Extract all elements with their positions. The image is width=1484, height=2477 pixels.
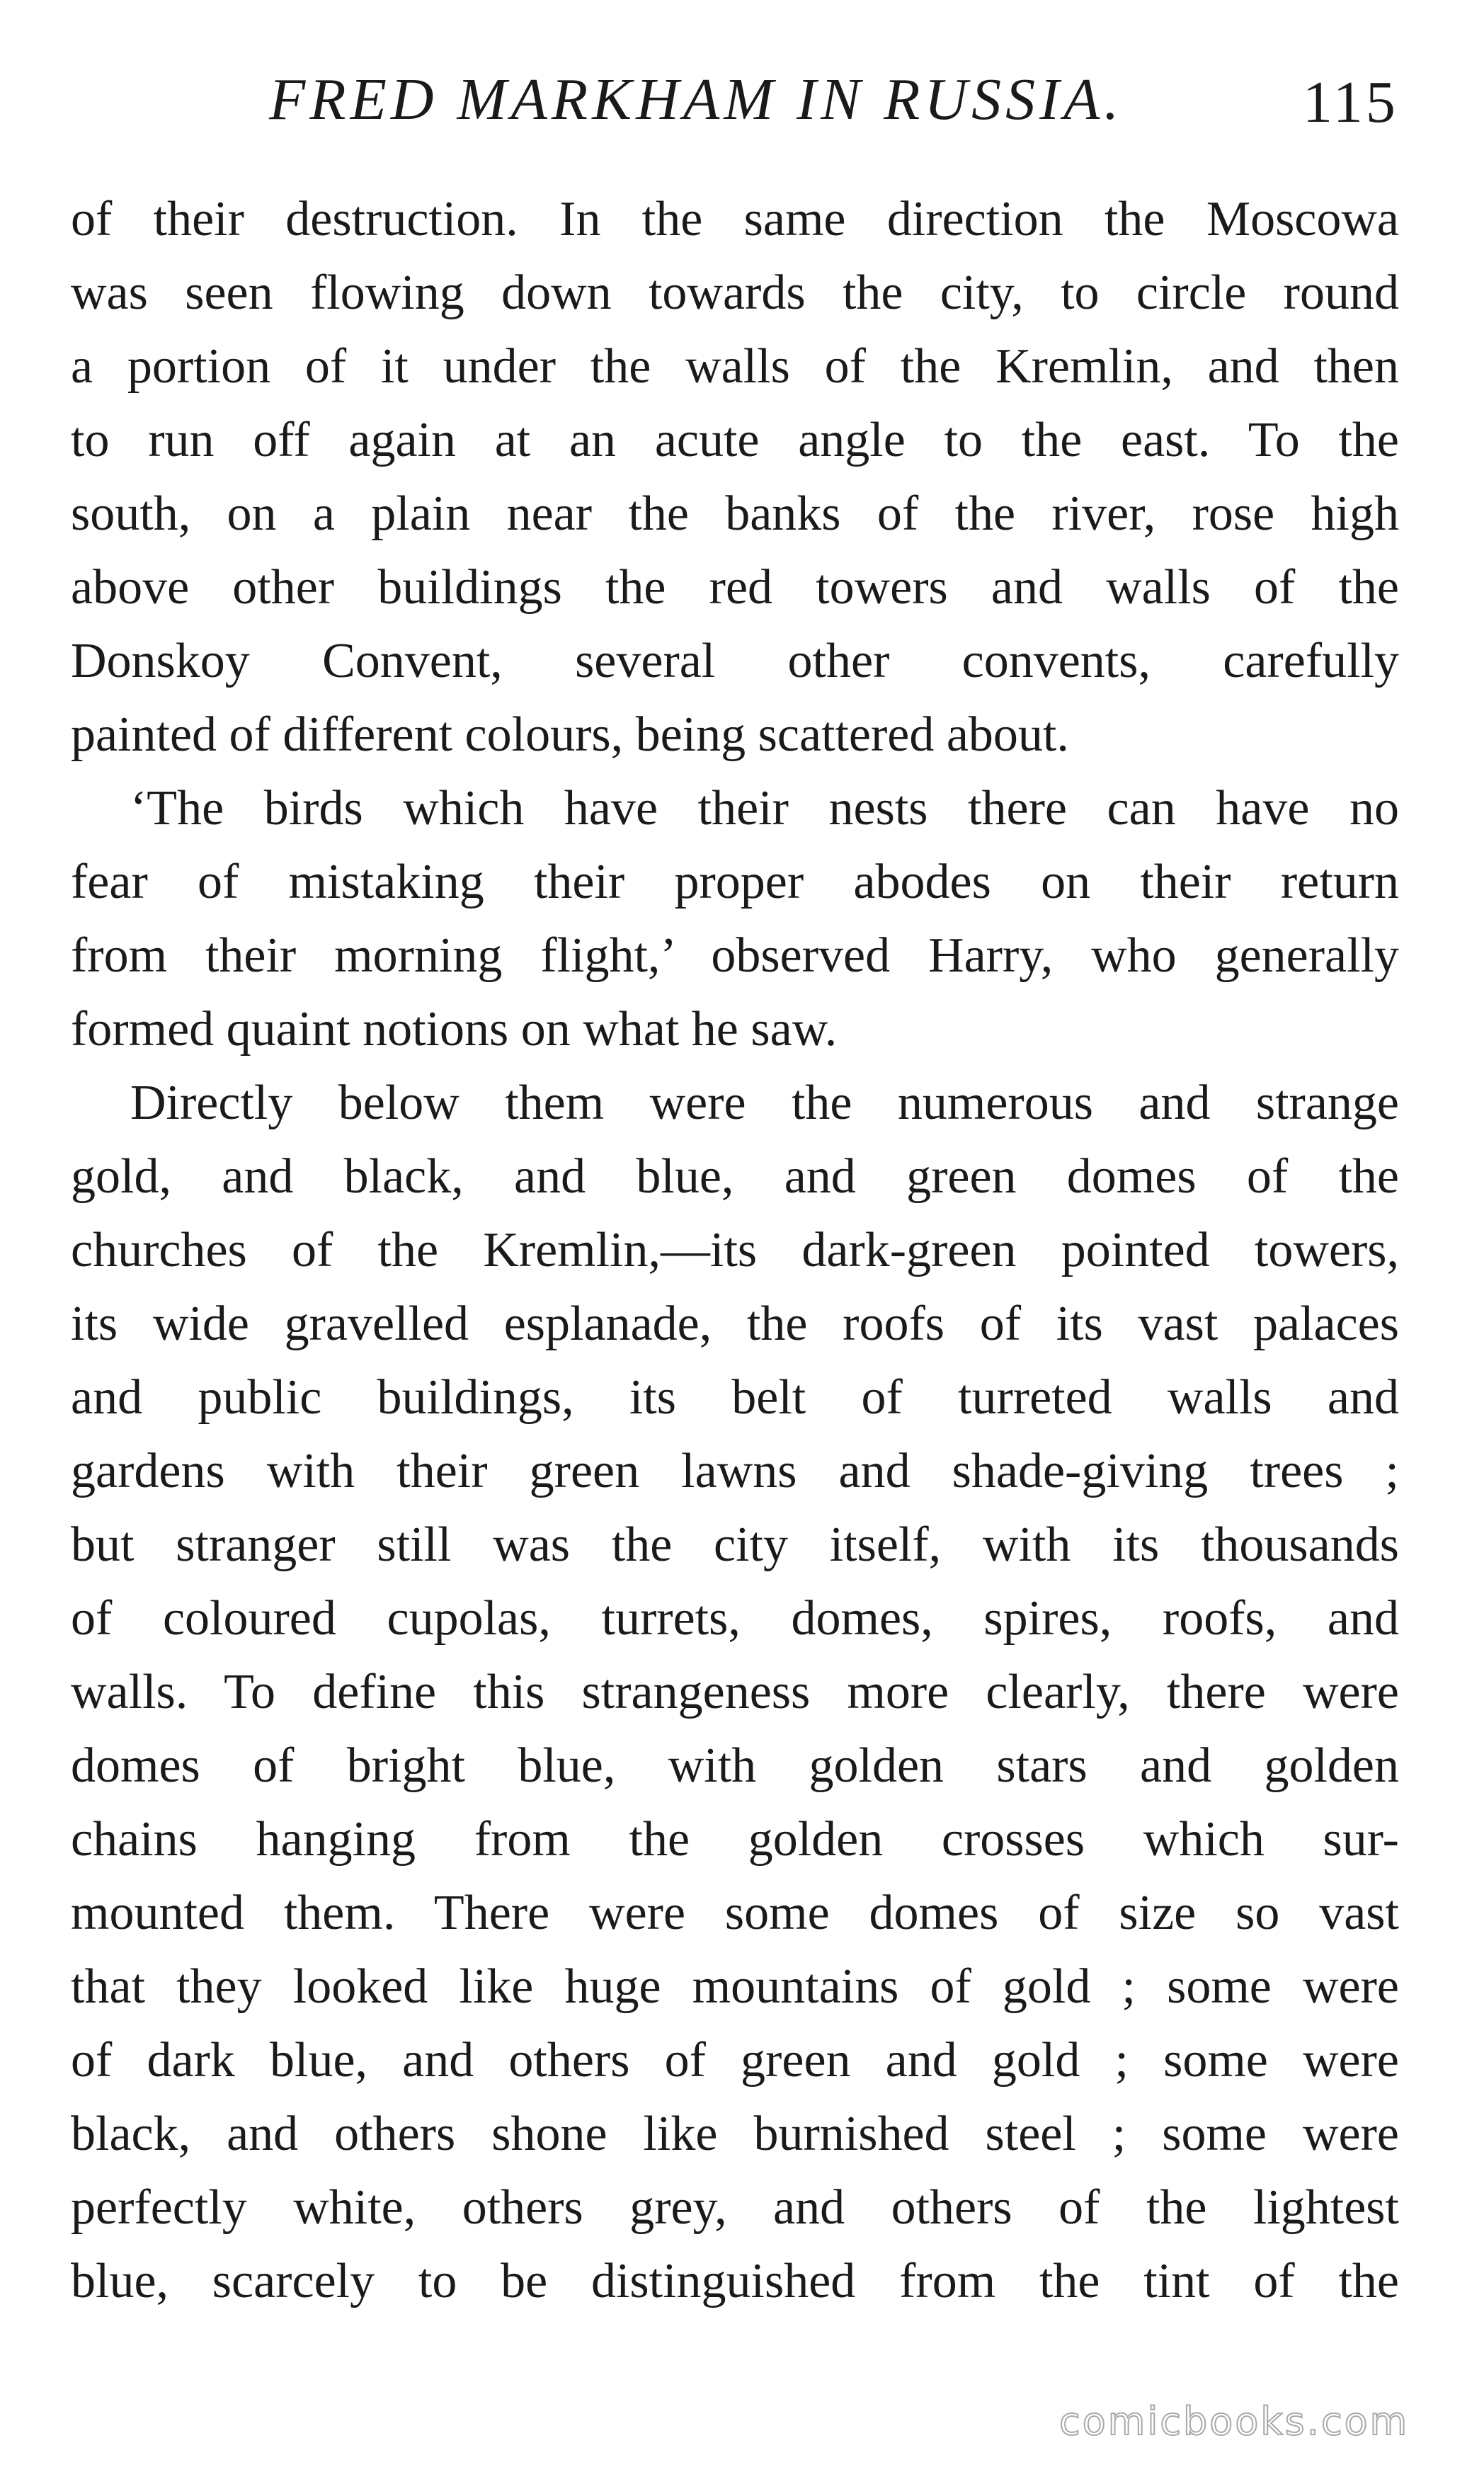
body-text [71, 183, 1399, 2318]
text-line: but stranger still was the city itself, with its thousands [71, 1517, 1399, 1572]
text-line: of coloured cupolas, turrets, domes, spires, roofs, and [71, 1591, 1399, 1646]
text-line: above other buildings the red towers and walls of the [71, 560, 1399, 615]
text-line: blue, scarcely to be distinguished from the tint of the [71, 2254, 1399, 2308]
text-line: painted of different colours, being scattered about. [71, 707, 1069, 762]
text-line: and public buildings, its belt of turreted walls and [71, 1370, 1399, 1425]
text-line: that they looked like huge mountains of gold ; some were [71, 1959, 1399, 2014]
page-number: 115 [1303, 69, 1398, 135]
text-line: its wide gravelled esplanade, the roofs of its vast palaces [71, 1297, 1399, 1351]
text-line: chains hanging from the golden crosses which sur- [71, 1812, 1399, 1867]
text-line: domes of bright blue, with golden stars and golden [71, 1738, 1399, 1793]
text-line: perfectly white, others grey, and others of the lightest [71, 2180, 1399, 2235]
text-line: south, on a plain near the banks of the river, rose high [71, 486, 1399, 541]
text-line: formed quaint notions on what he saw. [71, 1002, 838, 1057]
text-line: Donskoy Convent, several other convents, carefully [71, 634, 1399, 688]
running-head [0, 65, 1484, 164]
text-line: black, and others shone like burnished steel ; some were [71, 2107, 1399, 2161]
text-line: from their morning flight,’ observed Harry, who generally [71, 928, 1399, 983]
text-line: of their destruction. In the same direction the Moscowa [71, 192, 1399, 246]
text-line: mounted them. There were some domes of size so vast [71, 1886, 1399, 1940]
text-line: Directly below them were the numerous and strange [130, 1076, 1399, 1130]
text-line: to run off again at an acute angle to the east. To the [71, 413, 1399, 467]
text-line: ‘The birds which have their nests there can have no [130, 781, 1399, 836]
running-title: FRED MARKHAM IN RUSSIA. [269, 67, 1124, 132]
text-line: a portion of it under the walls of the Kremlin, and then [71, 339, 1399, 394]
text-line: gold, and black, and blue, and green domes of the [71, 1149, 1399, 1204]
text-line: of dark blue, and others of green and gold ; some were [71, 2033, 1399, 2088]
text-line: gardens with their green lawns and shade-giving trees ; [71, 1444, 1399, 1498]
text-line: churches of the Kremlin,—its dark-green pointed towers, [71, 1223, 1399, 1277]
text-line: fear of mistaking their proper abodes on their return [71, 855, 1399, 909]
text-line: walls. To define this strangeness more clearly, there were [71, 1665, 1399, 1719]
text-line: was seen flowing down towards the city, to circle round [71, 266, 1399, 320]
watermark: comicbooks.com [1059, 2399, 1410, 2444]
